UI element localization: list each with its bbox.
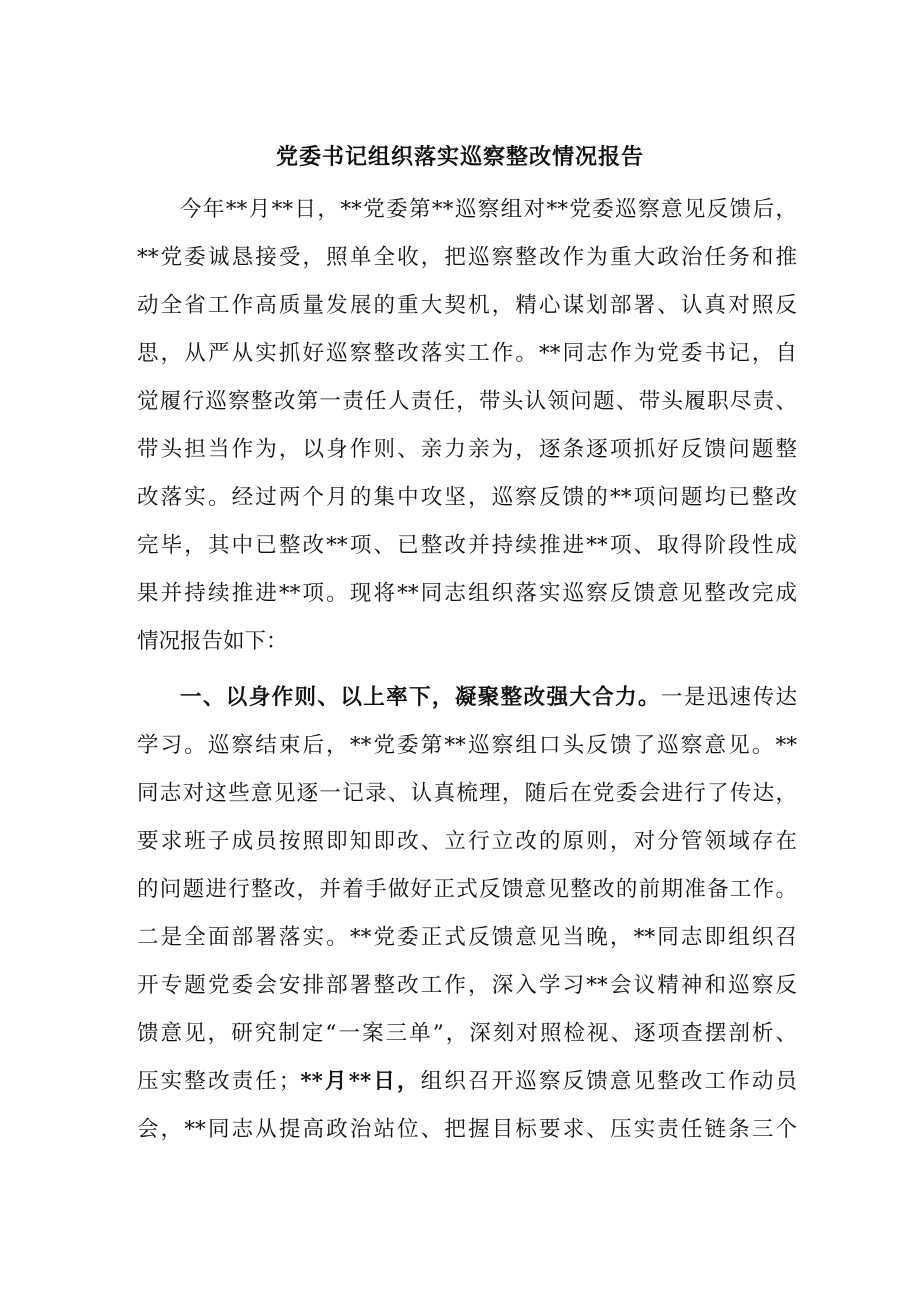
paragraph-1-line: 动全省工作高质量发展的重大契机，精心谋划部署、认真对照反 xyxy=(137,293,797,318)
text-segment: 组织召开巡察反馈意见整改工作动员 xyxy=(420,1069,797,1094)
paragraph-2-line: 学习。巡察结束后，**党委第**巡察组口头反馈了巡察意见。** xyxy=(137,733,797,758)
bold-date: **月**日， xyxy=(300,1069,421,1094)
paragraph-2-line: 馈意见，研究制定“一案三单”，深刻对照检视、逐项查摆剖析、 xyxy=(137,1021,797,1046)
section-heading: 一、以身作则、以上率下，凝聚整改强大合力。 xyxy=(180,685,661,710)
paragraph-2-line: 二是全面部署落实。**党委正式反馈意见当晚，**同志即组织召 xyxy=(137,925,797,950)
text-segment: 压实整改责任； xyxy=(137,1069,301,1094)
document-title: 党委书记组织落实巡察整改情况报告 xyxy=(275,144,644,170)
paragraph-1-line: 果并持续推进**项。现将**同志组织落实巡察反馈意见整改完成 xyxy=(137,581,797,606)
paragraph-2-line: 开专题党委会安排部署整改工作，深入学习**会议精神和巡察反 xyxy=(137,973,797,998)
paragraph-2-first-line xyxy=(180,683,797,713)
paragraph-1-line: 思，从严从实抓好巡察整改落实工作。**同志作为党委书记，自 xyxy=(137,341,797,366)
paragraph-2-line-mixed xyxy=(137,1067,797,1097)
paragraph-1-line: **党委诚恳接受，照单全收，把巡察整改作为重大政治任务和推 xyxy=(137,245,797,270)
paragraph-1-line: 今年**月**日，**党委第**巡察组对**党委巡察意见反馈后， xyxy=(180,197,797,222)
paragraph-2-line: 的问题进行整改，并着手做好正式反馈意见整改的前期准备工作。 xyxy=(137,877,797,902)
paragraph-1-line: 带头担当作为，以身作则、亲力亲为，逐条逐项抓好反馈问题整 xyxy=(137,437,797,462)
paragraph-2-line: 同志对这些意见逐一记录、认真梳理，随后在党委会进行了传达， xyxy=(137,781,797,806)
paragraph-2-line: 会，**同志从提高政治站位、把握目标要求、压实责任链条三个 xyxy=(137,1117,797,1142)
paragraph-1-line: 改落实。经过两个月的集中攻坚，巡察反馈的**项问题均已整改 xyxy=(137,485,797,510)
paragraph-1-line: 觉履行巡察整改第一责任人责任，带头认领问题、带头履职尽责、 xyxy=(137,389,797,414)
section-heading-rest: 一是迅速传达 xyxy=(660,685,797,710)
paragraph-1-line: 情况报告如下： xyxy=(137,629,288,654)
paragraph-1-line: 完毕，其中已整改**项、已整改并持续推进**项、取得阶段性成 xyxy=(137,533,797,558)
paragraph-2-line: 要求班子成员按照即知即改、立行立改的原则，对分管领域存在 xyxy=(137,829,797,854)
